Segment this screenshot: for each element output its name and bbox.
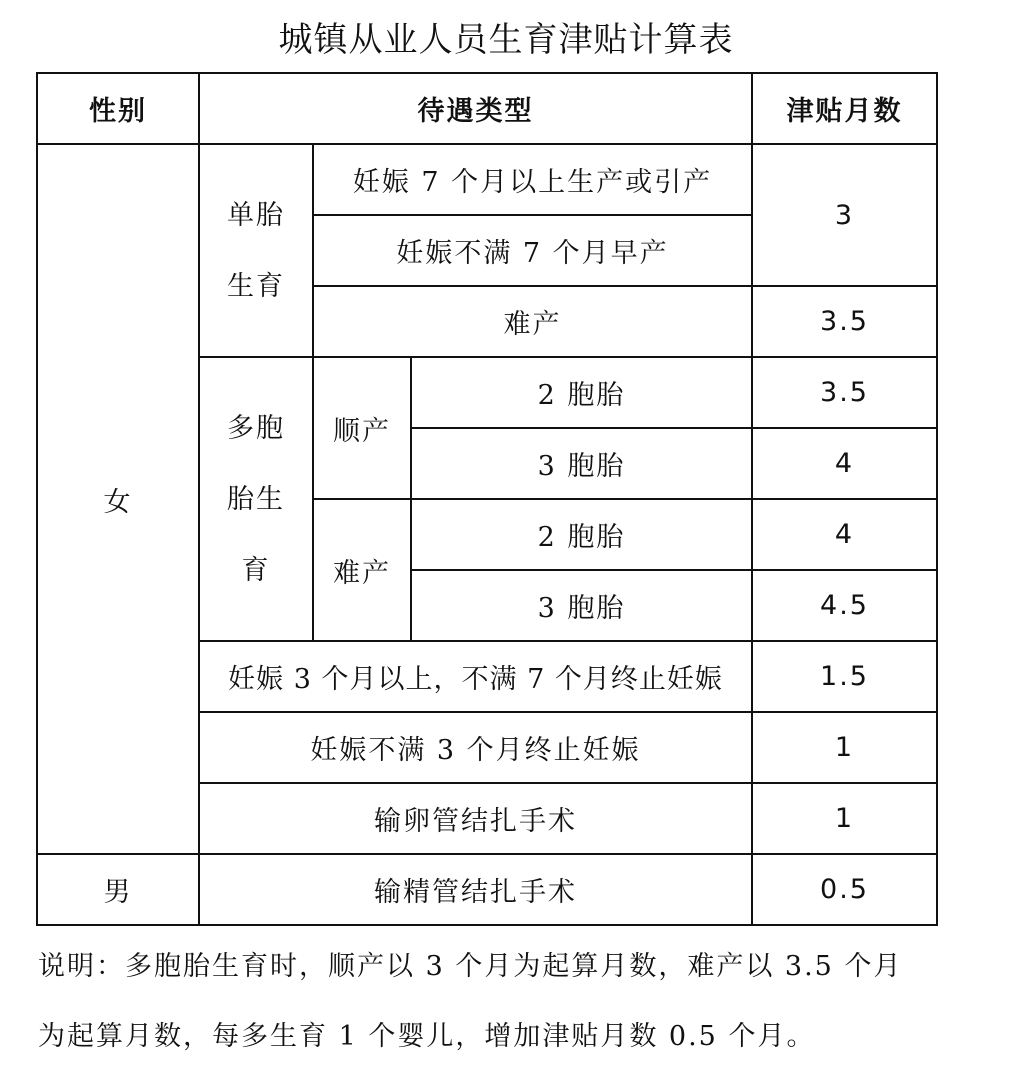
header-gender: 性别 [37,73,199,144]
type-cell: 2 胞胎 [411,357,752,428]
type-cell: 3 胞胎 [411,428,752,499]
type-cell: 妊娠 7 个月以上生产或引产 [313,144,752,215]
multiple-birth-label-line2: 胎生 [227,483,285,515]
type-cell: 妊娠不满 7 个月早产 [313,215,752,286]
table-row [37,854,937,925]
difficult-delivery-label: 难产 [313,499,411,641]
months-cell: 3 [752,144,937,286]
type-cell: 输卵管结扎手术 [199,783,752,854]
explanation-note [38,932,978,1072]
months-cell: 4 [752,428,937,499]
months-cell: 4.5 [752,570,937,641]
multiple-birth-label-line1: 多胞 [227,412,285,444]
type-cell: 难产 [313,286,752,357]
page-title: 城镇从业人员生育津贴计算表 [278,20,734,60]
note-line-1: 说明：多胞胎生育时，顺产以 3 个月为起算月数，难产以 3.5 个月 [38,951,903,982]
months-cell: 1 [752,712,937,783]
multiple-birth-label-line3: 育 [241,554,271,586]
months-cell: 3.5 [752,357,937,428]
type-cell: 输精管结扎手术 [199,854,752,925]
single-birth-label [199,144,313,357]
header-type: 待遇类型 [199,73,752,144]
type-cell: 2 胞胎 [411,499,752,570]
single-birth-label-line2: 生育 [227,270,285,302]
type-cell: 3 胞胎 [411,570,752,641]
months-cell: 1.5 [752,641,937,712]
single-birth-label-line1: 单胎 [227,199,285,231]
gender-female: 女 [37,144,199,854]
months-cell: 4 [752,499,937,570]
months-cell: 3.5 [752,286,937,357]
allowance-table [36,72,938,926]
note-line-2: 为起算月数，每多生育 1 个婴儿，增加津贴月数 0.5 个月。 [38,1021,816,1052]
table-row [37,144,937,215]
header-row [37,73,937,144]
months-cell: 0.5 [752,854,937,925]
type-cell: 妊娠 3 个月以上，不满 7 个月终止妊娠 [199,641,752,712]
months-cell: 1 [752,783,937,854]
type-cell: 妊娠不满 3 个月终止妊娠 [199,712,752,783]
gender-male: 男 [37,854,199,925]
normal-delivery-label: 顺产 [313,357,411,499]
header-months: 津贴月数 [752,73,937,144]
multiple-birth-label [199,357,313,641]
